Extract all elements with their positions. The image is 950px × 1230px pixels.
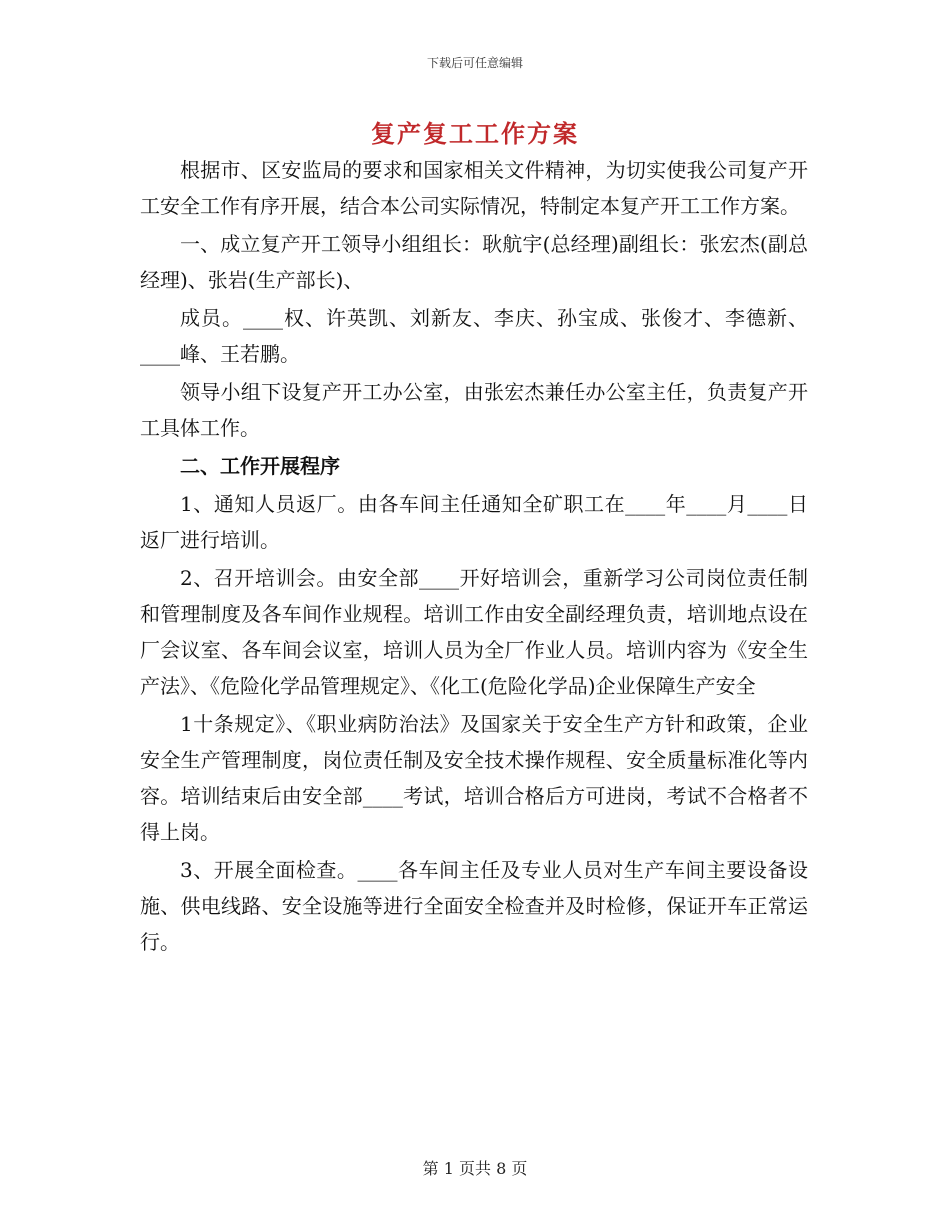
page-number: 第 1 页共 8 页 (422, 1159, 528, 1178)
document-body (140, 152, 808, 962)
paragraph-section-1: 一、成立复产开工领导小组组长：耿航宇(总经理)副组长：张宏杰(副总经理)、张岩(生产部长)、 (140, 232, 808, 292)
paragraph-step-1: 1、通知人员返厂。由各车间主任通知全矿职工在____年____月____日返厂进行培训。 (140, 492, 808, 552)
paragraph-step-3: 3、开展全面检查。____各车间主任及专业人员对生产车间主要设备设施、供电线路、安全设施等进行全面安全检查并及时检修，保证开车正常运行。 (140, 858, 808, 954)
paragraph-step-2-cont: 1十条规定》、《职业病防治法》及国家关于安全生产方针和政策，企业安全生产管理制度，岗位责任制及安全技术操作规程、安全质量标准化等内容。培训结束后由安全部____考试，培训合格后方可进岗，考试不合格者不得上岗。 (140, 712, 808, 844)
paragraph-office: 领导小组下设复产开工办公室，由张宏杰兼任办公室主任，负责复产开工具体工作。 (140, 380, 808, 440)
paragraph-intro: 根据市、区安监局的要求和国家相关文件精神，为切实使我公司复产开工安全工作有序开展，结合本公司实际情况，特制定本复产开工工作方案。 (140, 158, 808, 218)
paragraph-members: 成员。____权、许英凯、刘新友、李庆、孙宝成、张俊才、李德新、____峰、王若鹏。 (140, 306, 808, 366)
paragraph-step-2: 2、召开培训会。由安全部____开好培训会，重新学习公司岗位责任制和管理制度及各车间作业规程。培训工作由安全副经理负责，培训地点设在厂会议室、各车间会议室，培训人员为全厂作业人员。培训内容为《安全生产法》、《危险化学品管理规定》、《化工(危险化学品)企业保障生产安全 (140, 566, 808, 698)
document-title: 复产复工工作方案 (371, 119, 579, 148)
section-heading-2: 二、工作开展程序 (180, 454, 340, 478)
header-note: 下载后可任意编辑 (426, 56, 523, 70)
